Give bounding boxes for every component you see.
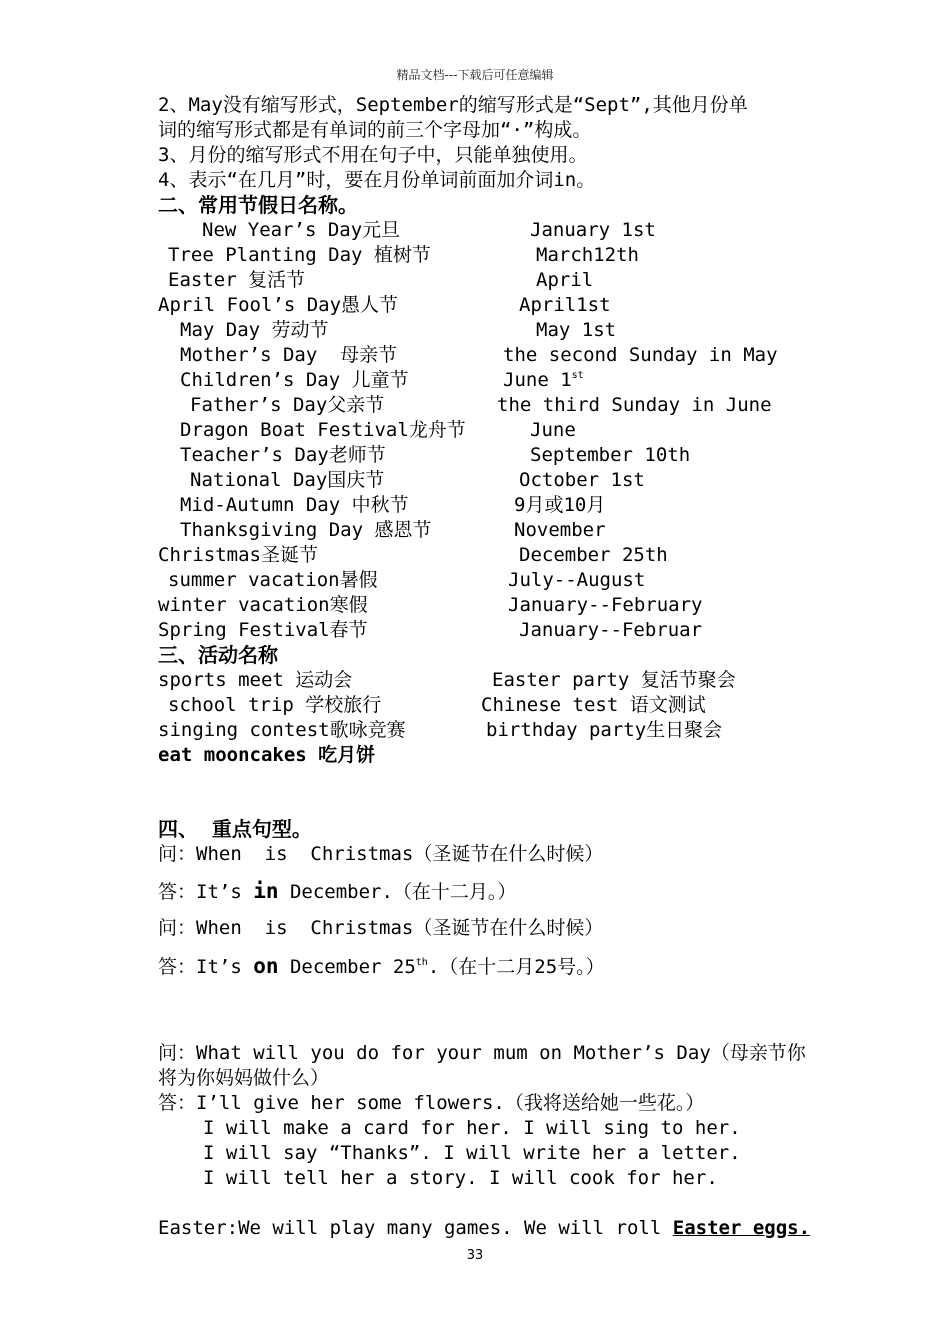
holiday-date: September 10th bbox=[530, 444, 691, 466]
activity-left: singing contest歌咏竞赛 bbox=[158, 719, 406, 741]
holiday-date: the second Sunday in May bbox=[503, 344, 778, 366]
answer-2: 答：It’s on December 25th.（在十二月25号。） bbox=[158, 954, 605, 978]
sentences-heading: 四、 重点句型。 bbox=[158, 817, 312, 841]
holiday-name: National Day国庆节 bbox=[190, 469, 385, 491]
holiday-name: winter vacation寒假 bbox=[158, 594, 368, 616]
holidays-heading: 二、常用节假日名称。 bbox=[158, 193, 358, 217]
holiday-date: the third Sunday in June bbox=[497, 394, 772, 416]
question-3-line-2: 将为你妈妈做什么） bbox=[158, 1067, 330, 1089]
page-header: 精品文档---下载后可任意编辑 bbox=[396, 68, 554, 82]
question-2: 问：When is Christmas（圣诞节在什么时候） bbox=[158, 917, 604, 939]
holiday-name: New Year’s Day元旦 bbox=[202, 219, 401, 241]
note-3: 3、月份的缩写形式不用在句子中，只能单独使用。 bbox=[158, 144, 588, 166]
holiday-name: Father’s Day父亲节 bbox=[190, 394, 385, 416]
holiday-date: 9月或10月 bbox=[514, 494, 606, 516]
answer-3-line-4: I will tell her a story. I will cook for her. bbox=[203, 1167, 718, 1189]
holiday-date: October 1st bbox=[519, 469, 645, 491]
question-1: 问：When is Christmas（圣诞节在什么时候） bbox=[158, 843, 604, 865]
holiday-date: July--August bbox=[508, 569, 646, 591]
answer-3-line-2: I will make a card for her. I will sing to her. bbox=[203, 1117, 741, 1139]
holiday-name: Christmas圣诞节 bbox=[158, 544, 318, 566]
activity-right: birthday party生日聚会 bbox=[486, 719, 723, 741]
holiday-date: March12th bbox=[536, 244, 639, 266]
easter-sentence: Easter:We will play many games. We will roll Easter eggs. bbox=[158, 1217, 811, 1239]
activity-extra: eat mooncakes 吃月饼 bbox=[158, 744, 376, 766]
holiday-name: Tree Planting Day 植树节 bbox=[168, 244, 431, 266]
holiday-date: January--Februar bbox=[519, 619, 703, 641]
holiday-name: Dragon Boat Festival龙舟节 bbox=[180, 419, 466, 441]
holiday-name: Thanksgiving Day 感恩节 bbox=[180, 519, 432, 541]
holiday-date: November bbox=[514, 519, 606, 541]
activity-right: Easter party 复活节聚会 bbox=[492, 669, 736, 691]
holiday-date: June 1st bbox=[503, 369, 584, 391]
holiday-date: January--February bbox=[508, 594, 703, 616]
answer-1: 答：It’s in December.（在十二月。） bbox=[158, 879, 517, 903]
holiday-name: Mother’s Day 母亲节 bbox=[180, 344, 398, 366]
holiday-name: May Day 劳动节 bbox=[180, 319, 329, 341]
question-3-line-1: 问：What will you do for your mum on Mother’s Day（母亲节你 bbox=[158, 1042, 806, 1064]
activity-right: Chinese test 语文测试 bbox=[481, 694, 706, 716]
holiday-date: June bbox=[530, 419, 576, 441]
holiday-date: December 25th bbox=[519, 544, 668, 566]
note-2-line-1: 2、May没有缩写形式，September的缩写形式是“Sept”,其他月份单 bbox=[158, 94, 748, 116]
activity-left: school trip 学校旅行 bbox=[168, 694, 382, 716]
activity-left: sports meet 运动会 bbox=[158, 669, 353, 691]
holiday-date: April1st bbox=[519, 294, 611, 316]
holiday-name: summer vacation暑假 bbox=[168, 569, 378, 591]
note-4: 4、表示“在几月”时，要在月份单词前面加介词in。 bbox=[158, 169, 596, 191]
holiday-name: Easter 复活节 bbox=[168, 269, 306, 291]
answer-3-line-1: 答：I’ll give her some flowers.（我将送给她一些花。） bbox=[158, 1092, 705, 1114]
holiday-name: Teacher’s Day老师节 bbox=[180, 444, 386, 466]
holiday-date: May 1st bbox=[536, 319, 617, 341]
holiday-name: Mid-Autumn Day 中秋节 bbox=[180, 494, 409, 516]
easter-eggs-emphasis: Easter eggs. bbox=[672, 1217, 811, 1239]
answer-3-line-3: I will say “Thanks”. I will write her a letter. bbox=[203, 1142, 741, 1164]
activities-heading: 三、活动名称 bbox=[158, 643, 278, 667]
holiday-date: April bbox=[536, 269, 594, 291]
note-2-line-2: 词的缩写形式都是有单词的前三个字母加“·”构成。 bbox=[158, 119, 592, 141]
holiday-name: April Fool’s Day愚人节 bbox=[158, 294, 399, 316]
holiday-name: Children’s Day 儿童节 bbox=[180, 369, 409, 391]
holiday-date: January 1st bbox=[530, 219, 656, 241]
holiday-name: Spring Festival春节 bbox=[158, 619, 368, 641]
page-number: 33 bbox=[466, 1248, 484, 1263]
